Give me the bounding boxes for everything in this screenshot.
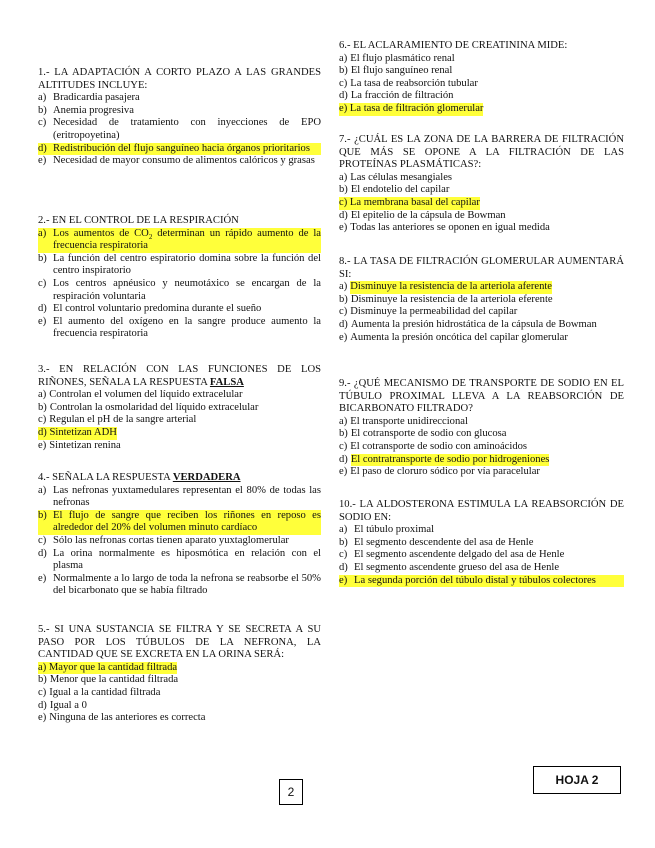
option-9d-highlighted: d) El contratransporte de sodio por hidrogeniones (339, 453, 550, 465)
question-2 (38, 215, 321, 341)
option-5a-highlighted: a) Mayor que la cantidad filtrada (38, 661, 178, 673)
option-9b: b) El cotransporte de sodio con glucosa (339, 428, 507, 440)
option-8e: e) Aumenta la presión oncótica del capilar glomerular (339, 331, 568, 343)
option-4c: c) Sólo las nefronas cortas tienen aparato yuxtaglomerular (38, 534, 289, 546)
question-10 (339, 499, 624, 587)
question-1-stem: 1.- LA ADAPTACIÓN A CORTO PLAZO A LAS GRANDES ALTITUDES INCLUYE: (38, 67, 321, 91)
option-6a: a) El flujo plasmático renal (339, 52, 455, 64)
question-5-stem: 5.- SI UNA SUSTANCIA SE FILTRA Y SE SECRETA A SU PASO POR LOS TÚBULOS DE LA NEFRONA, LA CANTIDAD QUE SE EXCRETA EN LA ORINA SERÁ: (38, 624, 321, 661)
option-10c: c) El segmento ascendente delgado del asa de Henle (339, 549, 565, 561)
sheet-label-box: HOJA 2 (533, 766, 621, 794)
option-8c: c) Disminuye la permeabilidad del capilar (339, 306, 518, 318)
option-5c: c) Igual a la cantidad filtrada (38, 686, 161, 698)
option-2e: e) El aumento del oxígeno en la sangre produce aumento la frecuencia respiratoria (38, 315, 321, 340)
option-3d-highlighted: d) Sintetizan ADH (38, 426, 117, 438)
option-1d-highlighted: d) Redistribución del flujo sanguíneo hacia órganos prioritarios (38, 143, 321, 156)
option-2a-highlighted: a) Los aumentos de $CO_2$ determinan un rápido aumento de la frecuencia respiratoria (38, 227, 321, 252)
option-6e-highlighted: e) La tasa de filtración glomerular (339, 102, 484, 114)
question-10-stem: 10.- LA ALDOSTERONA ESTIMULA LA REABSORCIÓN DE SODIO EN: (339, 499, 624, 523)
option-2b: b) La función del centro espiratorio domina sobre la función del centro inspiratorio (38, 252, 321, 277)
option-1a: a) Bradicardia pasajera (38, 92, 140, 104)
page-number-box: 2 (279, 779, 303, 805)
question-6-stem: 6.- EL ACLARAMIENTO DE CREATININA MIDE: (339, 40, 568, 51)
question-5 (38, 624, 321, 725)
question-9-stem: 9.- ¿QUÉ MECANISMO DE TRANSPORTE DE SODIO EN EL TÚBULO PROXIMAL LLEVA A LA REABSORCIÓN DE BICARBONATO FILTRADO? (339, 378, 624, 415)
option-3e: e) Sintetizan renina (38, 439, 121, 451)
option-2d: d) El control voluntario predomina durante el sueño (38, 303, 262, 315)
option-2c: c) Los centros apnéusico y neumotáxico se encargan de la respiración voluntaria (38, 277, 321, 302)
question-7-stem: 7.- ¿CUÁL ES LA ZONA DE LA BARRERA DE FILTRACIÓN QUE MÁS SE OPONE A LA FILTRACIÓN DE LAS PROTEÍNAS PLASMÁTICAS?: (339, 134, 624, 171)
question-3 (38, 364, 321, 452)
option-8b: b) Disminuye la resistencia de la arteriola eferente (339, 293, 553, 305)
option-8d: d) Aumenta la presión hidrostática de la cápsula de Bowman (339, 318, 597, 330)
option-7b: b) El endotelio del capilar (339, 184, 450, 196)
question-3-stem: 3.- EN RELACIÓN CON LAS FUNCIONES DE LOS RIÑONES, SEÑALA LA RESPUESTA FALSA (38, 364, 321, 388)
option-1e: e) Necesidad de mayor consumo de alimentos calóricos y grasas (38, 155, 315, 167)
option-4d: d) La orina normalmente es hiposmótica en relación con el plasma (38, 547, 321, 572)
option-4a: a) Las nefronas yuxtamedulares representan el 80% de todas las nefronas (38, 484, 321, 509)
question-4-stem: 4.- SEÑALA LA RESPUESTA VERDADERA (38, 472, 241, 483)
option-8a-highlighted: a) Disminuye la resistencia de la arteriola aferente (339, 281, 553, 293)
question-4 (38, 472, 321, 598)
option-1b: b) Anemia progresiva (38, 104, 134, 116)
question-1 (38, 67, 321, 168)
question-8 (339, 256, 624, 344)
option-7d: d) El epitelio de la cápsula de Bowman (339, 209, 506, 221)
question-6 (339, 40, 624, 116)
option-10e-highlighted: e) La segunda porción del túbulo distal y túbulos colectores (339, 575, 624, 588)
question-8-stem: 8.- LA TASA DE FILTRACIÓN GLOMERULAR AUMENTARÁ SI: (339, 256, 624, 280)
question-2-stem: 2.- EN EL CONTROL DE LA RESPIRACIÓN (38, 215, 239, 226)
option-5d: d) Igual a 0 (38, 699, 87, 711)
option-6c: c) La tasa de reabsorción tubular (339, 77, 478, 89)
question-9 (339, 378, 624, 479)
option-7a: a) Las células mesangiales (339, 171, 453, 183)
question-7 (339, 134, 624, 235)
option-6b: b) El flujo sanguíneo renal (339, 65, 453, 77)
option-3a: a) Controlan el volumen del líquido extracelular (38, 389, 243, 401)
option-9e: e) El paso de cloruro sódico por vía paracelular (339, 466, 540, 478)
option-3b: b) Controlan la osmolaridad del líquido extracelular (38, 401, 259, 413)
option-4e: e) Normalmente a lo largo de toda la nefrona se reabsorbe el 50% del bicarbonato que se había filtrado (38, 572, 321, 597)
option-4b-highlighted: b) El flujo de sangre que reciben los riñones en reposo es alrededor del 20% del volumen minuto cardíaco (38, 509, 321, 534)
option-5e: e) Ninguna de las anteriores es correcta (38, 712, 206, 724)
option-7e: e) Todas las anteriores se oponen en igual medida (339, 222, 550, 234)
option-6d: d) La fracción de filtración (339, 90, 454, 102)
option-9c: c) El cotransporte de sodio con aminoácidos (339, 440, 528, 452)
option-3c: c) Regulan el pH de la sangre arterial (38, 414, 197, 426)
option-9a: a) El transporte unidireccional (339, 415, 468, 427)
option-7c-highlighted: c) La membrana basal del capilar (339, 196, 480, 208)
option-1c: c) Necesidad de tratamiento con inyecciones de EPO (eritropoyetina) (38, 117, 321, 141)
option-10d: d) El segmento ascendente grueso del asa de Henle (339, 561, 560, 573)
option-5b: b) Menor que la cantidad filtrada (38, 674, 179, 686)
option-10a: a) El túbulo proximal (339, 524, 435, 536)
option-10b: b) El segmento descendente del asa de Henle (339, 536, 534, 548)
